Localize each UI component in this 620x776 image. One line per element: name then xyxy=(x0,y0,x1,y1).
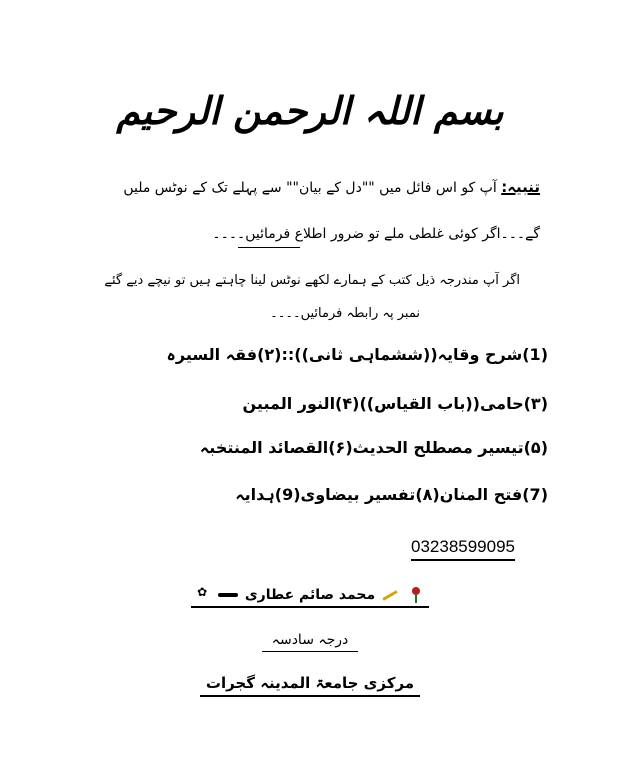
level-line xyxy=(0,632,620,652)
book-item-3: (۵)تیسیر مصطلح الحدیث(۶)القصائد المنتخبہ xyxy=(199,438,548,457)
institution-line xyxy=(0,674,620,697)
rose-icon xyxy=(410,587,422,603)
signature-line xyxy=(0,587,620,608)
institution-name: مرکزی جامعۃ المدینہ گجرات xyxy=(200,674,420,697)
dash-icon xyxy=(218,593,238,597)
signature-name: محمد صائم عطاری xyxy=(244,587,376,603)
class-level: درجہ سادسہ xyxy=(262,632,358,652)
notice-line-1-text: آپ کو اس فائل میں ""دل کے بیان"" سے پہلے تک کے نوٹس ملیں xyxy=(123,180,497,196)
phone-number: 03238599095 xyxy=(411,537,515,561)
bismillah-title: بسم اللہ الرحمن الرحیم xyxy=(116,88,504,133)
notice-line-1 xyxy=(123,178,540,196)
request-line-2: نمبر پہ رابطہ فرمائیں۔۔۔۔ xyxy=(270,306,420,321)
pen-icon xyxy=(382,589,400,601)
flower-icon xyxy=(197,588,209,602)
notice-underline xyxy=(238,247,300,248)
book-item-4: (7)فتح المنان(۸)تفسیر بیضاوی(9)ہدایہ xyxy=(235,485,548,504)
notice-heading: تنبیہ: xyxy=(501,178,540,196)
book-item-1: (1)شرح وقایہ((ششماہی ثانی))::(۲)فقہ السیرہ xyxy=(166,345,548,364)
book-item-2: (۳)حامی((باب القیاس))(۴)النور المبین xyxy=(242,394,548,413)
signature-block xyxy=(191,587,429,608)
request-line-1: اگر آپ مندرجہ ذیل کتب کے ہمارے لکھے نوٹس لینا چاہتے ہیں تو نیچے دیے گئے xyxy=(104,273,520,288)
notice-line-2: گے۔۔۔اگر کوئی غلطی ملے تو ضرور اطلاع فرمائیں۔۔۔۔ xyxy=(212,226,540,242)
